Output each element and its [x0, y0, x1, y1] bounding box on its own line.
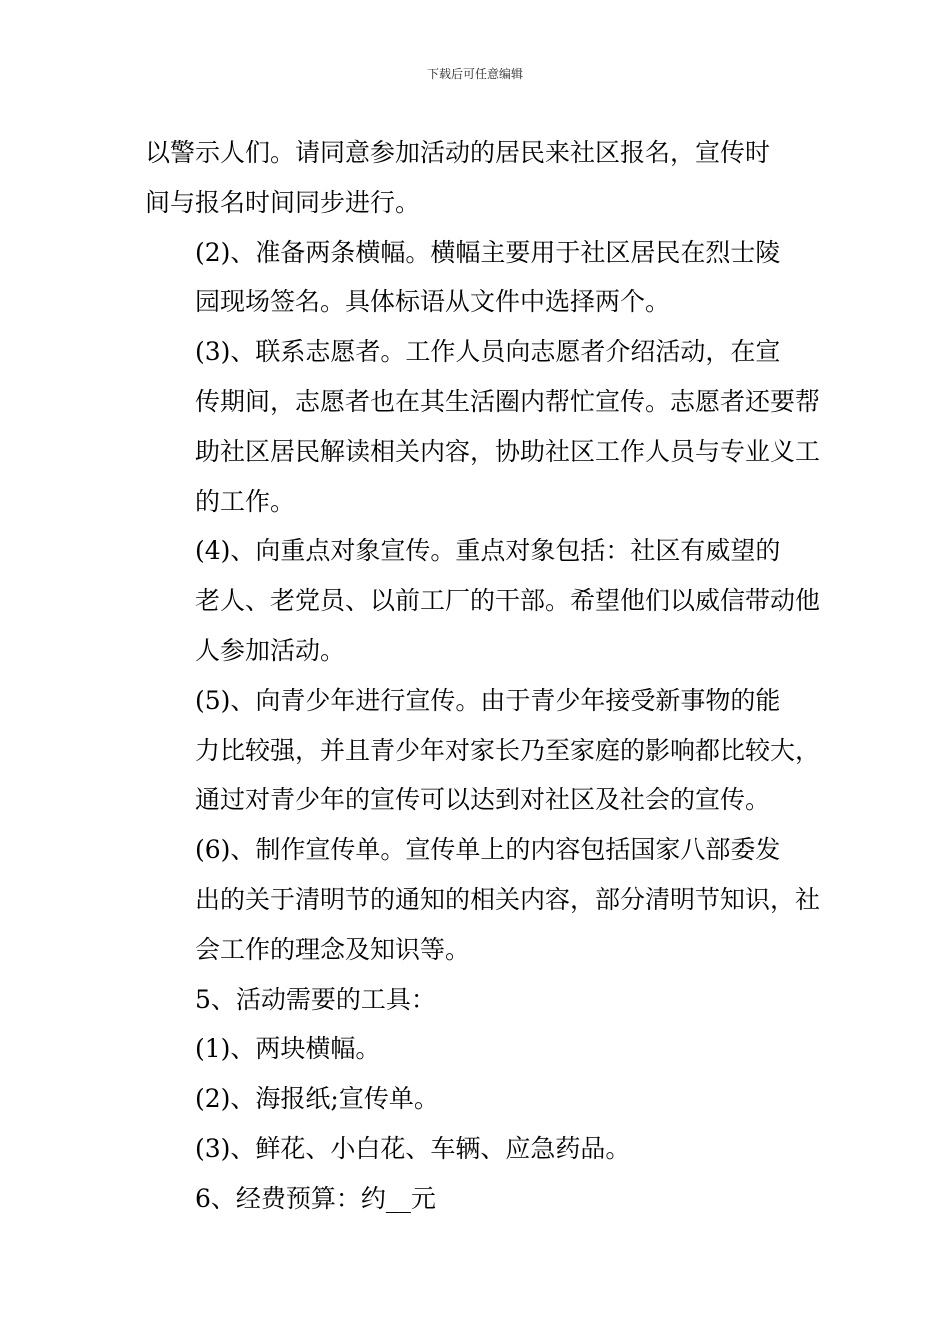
paragraph [145, 825, 821, 974]
paragraph [145, 1024, 810, 1074]
text-line: 5、活动需要的工具： [195, 984, 436, 1014]
paragraph [145, 1124, 810, 1174]
text-line: 园现场签名。具体标语从文件中选择两个。 [195, 287, 671, 317]
text-line: 间与报名时间同步进行。 [145, 187, 421, 217]
text-line: (3)、联系志愿者。工作人员向志愿者介绍活动，在宣 [195, 337, 781, 367]
text-line: 6、经费预算：约__元 [195, 1183, 436, 1213]
text-line: 传期间，志愿者也在其生活圈内帮忙宣传。志愿者还要帮 [195, 386, 821, 416]
page-header: 下载后可任意编辑 [426, 67, 523, 81]
paragraph [145, 676, 821, 825]
text-line: (5)、向青少年进行宣传。由于青少年接受新事物的能 [195, 685, 781, 715]
paragraph [145, 327, 821, 526]
paragraph [145, 526, 821, 675]
text-line: 以警示人们。请同意参加活动的居民来社区报名，宣传时 [145, 138, 771, 167]
paragraph [145, 1174, 810, 1224]
document-body [145, 128, 821, 1224]
text-line: 老人、老党员、以前工厂的干部。希望他们以威信带动他 [195, 586, 821, 616]
text-line: 助社区居民解读相关内容，协助社区工作人员与专业义工 [195, 436, 821, 466]
text-line: 力比较强，并且青少年对家长乃至家庭的影响都比较大， [195, 735, 821, 765]
paragraph [145, 1074, 810, 1124]
text-line: (3)、鲜花、小白花、车辆、应急药品。 [195, 1133, 631, 1163]
text-line: 出的关于清明节的通知的相关内容，部分清明节知识，社 [195, 884, 821, 914]
paragraph [145, 975, 810, 1025]
text-line: (1)、两块横幅。 [195, 1034, 381, 1064]
text-line: (4)、向重点对象宣传。重点对象包括：社区有威望的 [195, 536, 781, 566]
paragraph [145, 228, 810, 328]
text-line: (6)、制作宣传单。宣传单上的内容包括国家八部委发 [195, 835, 781, 865]
text-line: 的工作。 [195, 486, 296, 516]
text-line: (2)、海报纸;宣传单。 [195, 1084, 439, 1114]
text-line: 会工作的理念及知识等。 [195, 934, 471, 964]
text-line: 人参加活动。 [195, 635, 346, 665]
text-line: (2)、准备两条横幅。横幅主要用于社区居民在烈士陵 [195, 237, 781, 267]
text-line: 通过对青少年的宣传可以达到对社区及社会的宣传。 [195, 785, 771, 815]
paragraph [145, 128, 810, 228]
